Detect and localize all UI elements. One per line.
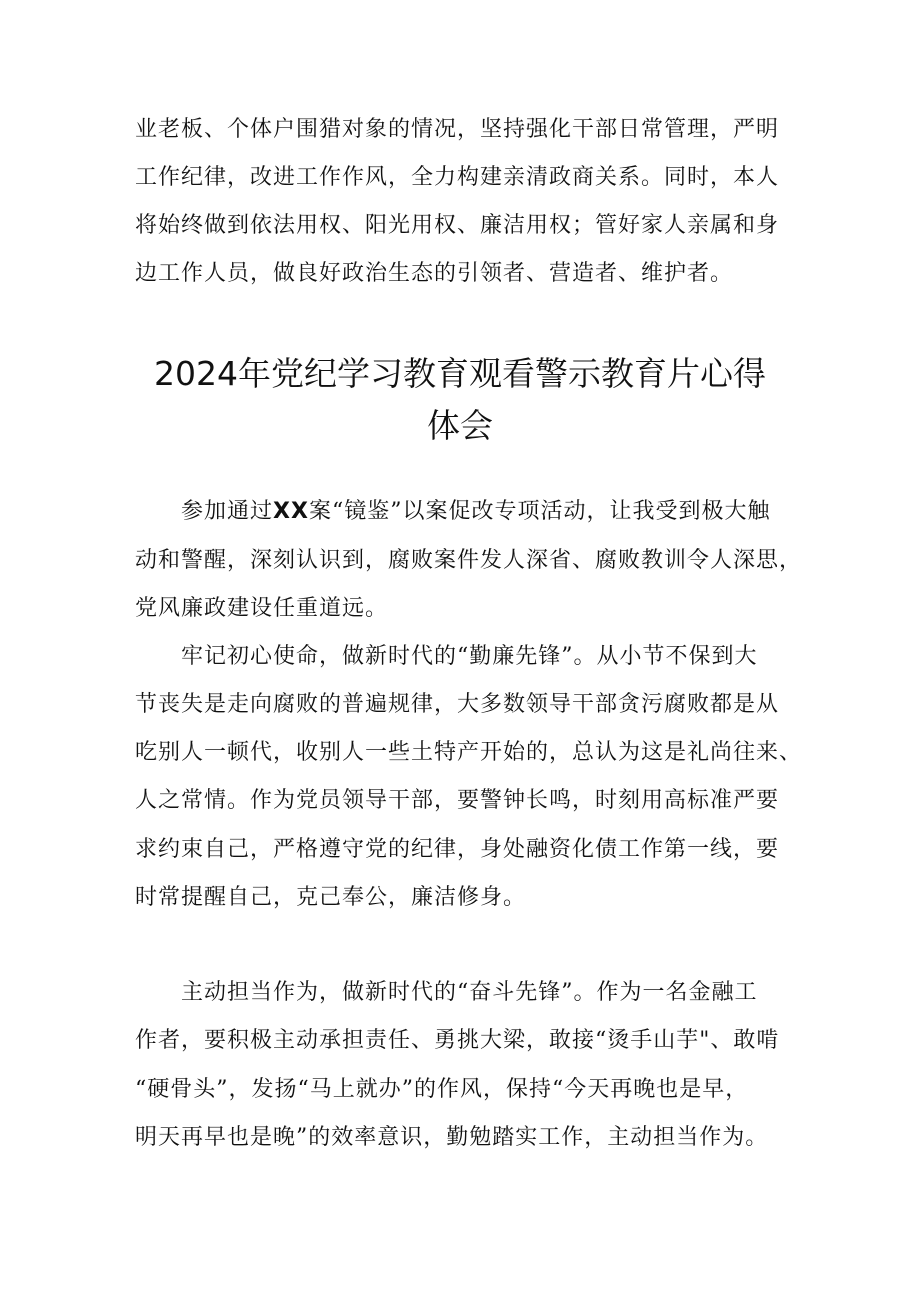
- paragraph-2-line: 牢记初心使命，做新时代的“勤廉先锋”。从小节不保到大: [181, 644, 758, 669]
- paragraph-1-line: [181, 498, 795, 526]
- document-title-line-1: 2024年党纪学习教育观看警示教育片心得: [154, 354, 766, 393]
- paragraph-3-line: “硬骨头”，发扬“马上就办”的作风，保持“今天再晚也是早，: [135, 1077, 749, 1102]
- paragraph-3-line: 作者，要积极主动承担责任、勇挑大梁，敢接“烫手山芋"、敢啃: [135, 1028, 780, 1053]
- paragraph-2-line: 时常提醒自己，克己奉公，廉洁修身。: [135, 885, 527, 910]
- paragraph-1-suffix: 案“镜鉴”以案促改专项活动，让我受到极大触: [308, 499, 771, 524]
- paragraph-1-prefix: 参加通过: [181, 499, 274, 524]
- continuation-line: 业老板、个体户围猎对象的情况，坚持强化干部日常管理，严明: [135, 117, 780, 142]
- paragraph-1-line: 党风廉政建设任重道远。: [135, 596, 389, 621]
- paragraph-3-line: 明天再早也是晚”的效率意识，勤勉踏实工作，主动担当作为。: [135, 1125, 769, 1150]
- paragraph-2-line: 吃别人一顿代，收别人一些土特产开始的，总认为这是礼尚往来、: [135, 740, 803, 765]
- paragraph-2-line: 人之常情。作为党员领导干部，要警钟长鸣，时刻用高标准严要: [135, 788, 780, 813]
- paragraph-2-line: 节丧失是走向腐败的普遍规律，大多数领导干部贪污腐败都是从: [135, 692, 780, 717]
- continuation-line: 工作纪律，改进工作作风，全力构建亲清政商关系。同时，本人: [135, 165, 780, 190]
- paragraph-1-line: 动和警醒，深刻认识到，腐败案件发人深省、腐败教训令人深思，: [135, 548, 803, 573]
- document-title-line-2: 体会: [427, 406, 493, 445]
- paragraph-2-line: 求约束自己，严格遵守党的纪律，身处融资化债工作第一线，要: [135, 837, 780, 862]
- continuation-line: 将始终做到依法用权、阳光用权、廉洁用权；管好家人亲属和身: [135, 213, 780, 238]
- case-placeholder: XX: [273, 499, 309, 524]
- continuation-line: 边工作人员，做良好政治生态的引领者、营造者、维护者。: [135, 261, 734, 286]
- paragraph-3-line: 主动担当作为，做新时代的“奋斗先锋”。作为一名金融工: [181, 980, 758, 1005]
